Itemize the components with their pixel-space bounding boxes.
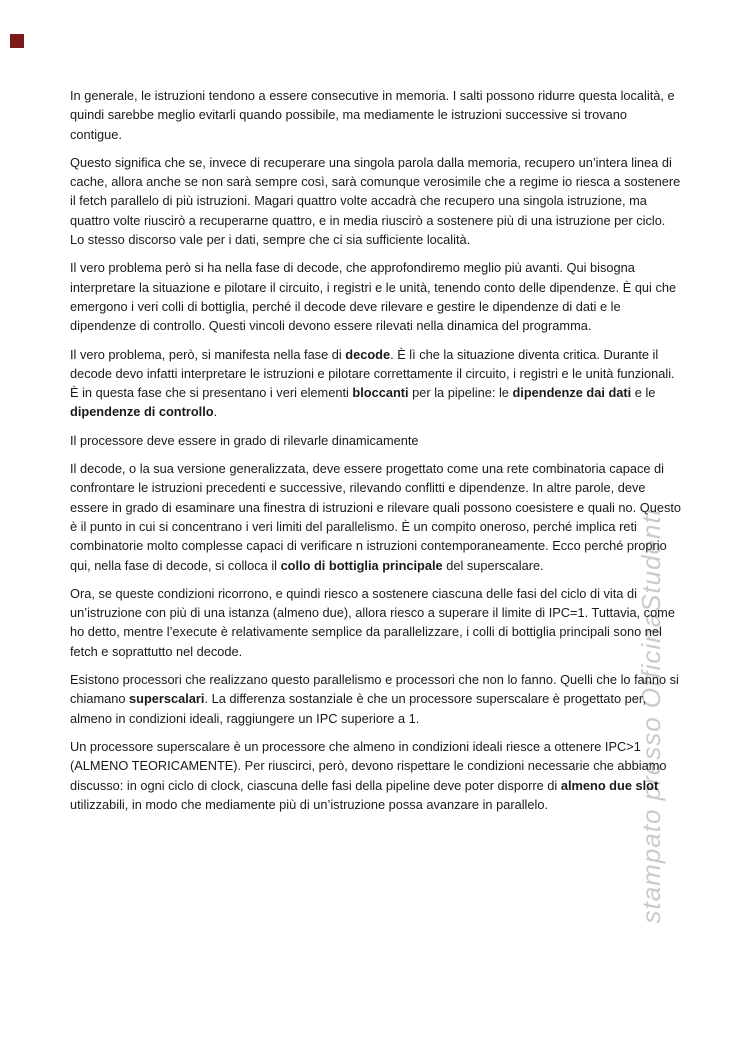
text-run: Il decode, o la sua versione generalizzata, deve essere progettato come una rete combinatoria capace di confrontare le istruzioni precedenti e successive, rilevando conflitti e dipendenze. In altre parole, deve essere in grado di esaminare una finestra di istruzioni e rilevare quali possono coesistere e quali no. Questo è il punto in cui si concentrano i veri limiti del parallelismo. È un compito oneroso, perché implica reti combinatorie molto complesse capaci di verificare n istruzioni contemporaneamente. Ecco perché proprio qui, nella fase di decode, si colloca il	[70, 461, 682, 573]
text-run: Questo significa che se, invece di recuperare una singola parola dalla memoria, recupero un’intera linea di cache, allora anche se non sarà sempre così, sarà comunque verosimile che a regime io riesca a sostenere il fetch parallelo di più istruzioni. Magari quattro volte accadrà che recupero una singola istruzione, ma quattro volte riuscirò a recuperarne quattro, e in media riuscirò a sostenere più di una istruzione per ciclo. Lo stesso discorso vale per i dati, sempre che ci sia sufficiente località.	[70, 154, 681, 248]
bold-text-run: bloccanti	[352, 385, 409, 401]
text-run: . È lì che la situazione diventa critica. Durante il decode devo infatti interpretare le istruzioni e pilotare correttamente il circuito, i registri e le unità funzionali. È in questa fase che si presentano i veri elementi	[70, 346, 675, 401]
paragraph	[70, 459, 682, 575]
bold-text-run: dipendenze di controllo	[70, 404, 214, 420]
bold-text-run: dipendenze dai dati	[512, 385, 632, 401]
text-run: utilizzabili, in modo che mediamente più di un’istruzione possa avanzare in parallelo.	[70, 796, 549, 812]
text-run: . La differenza sostanziale è che un processore superscalare è progettato per, almeno in condizioni ideali, raggiungere un IPC superiore a 1.	[70, 691, 646, 726]
text-run: Il vero problema, però, si manifesta nella fase di	[70, 346, 346, 362]
paragraph	[70, 86, 682, 144]
bold-text-run: decode	[345, 346, 391, 362]
text-run: Il processore deve essere in grado di rilevarle dinamicamente	[70, 432, 419, 448]
text-run: Ora, se queste condizioni ricorrono, e quindi riesco a sostenere ciascuna delle fasi del ciclo di vita di un’istruzione con più di una istanza (almeno due), allora riesco a superare il limite di IPC=1. Tuttavia, come ho detto, mentre l’execute è relativamente semplice da parallelizzare, i colli di bottiglia principali sono nel fetch e soprattutto nel decode.	[70, 585, 675, 659]
paragraph	[70, 431, 682, 450]
paragraph	[70, 670, 682, 728]
paragraph	[70, 258, 682, 335]
text-run: per la pipeline: le	[408, 385, 513, 401]
paragraph	[70, 737, 682, 814]
text-run: Un processore superscalare è un processore che almeno in condizioni ideali riesce a ottenere IPC>1 (ALMENO TEORICAMENTE). Per riuscirci, però, devono rispettare le condizioni necessarie che abbiamo discusso: in ogni ciclo di clock, ciascuna delle fasi della pipeline deve poter disporre di	[70, 738, 667, 793]
text-run: e le	[631, 385, 656, 401]
corner-mark	[10, 34, 24, 48]
text-run: Esistono processori che realizzano questo parallelismo e processori che non lo fanno. Quelli che lo fanno si chiamano	[70, 672, 679, 707]
paragraph	[70, 345, 682, 422]
bold-text-run: almeno due slot	[560, 777, 659, 793]
paragraph	[70, 153, 682, 249]
text-run: del superscalare.	[442, 557, 544, 573]
watermark-text: stampato presso OfficinaStudenti	[636, 508, 666, 924]
text-run: In generale, le istruzioni tendono a essere consecutive in memoria. I salti possono ridurre questa località, e quindi sarebbe meglio evitarli quando possibile, ma mediamente le istruzioni successive si trovano contigue.	[70, 88, 675, 142]
bold-text-run: collo di bottiglia principale	[280, 557, 443, 573]
text-run: .	[213, 404, 218, 420]
bold-text-run: superscalari	[129, 691, 205, 707]
paragraph	[70, 584, 682, 661]
document-body	[70, 86, 682, 823]
text-run: Il vero problema però si ha nella fase di decode, che approfondiremo meglio più avanti. Qui bisogna interpretare la situazione e pilotare il circuito, i registri e le unità, tenendo conto delle dipendenze. È qui che emergono i veri colli di bottiglia, perché il decode deve rilevare e gestire le dipendenze di dati e le dipendenze di controllo. Questi vincoli devono essere rilevati nella dinamica del programma.	[70, 260, 677, 334]
